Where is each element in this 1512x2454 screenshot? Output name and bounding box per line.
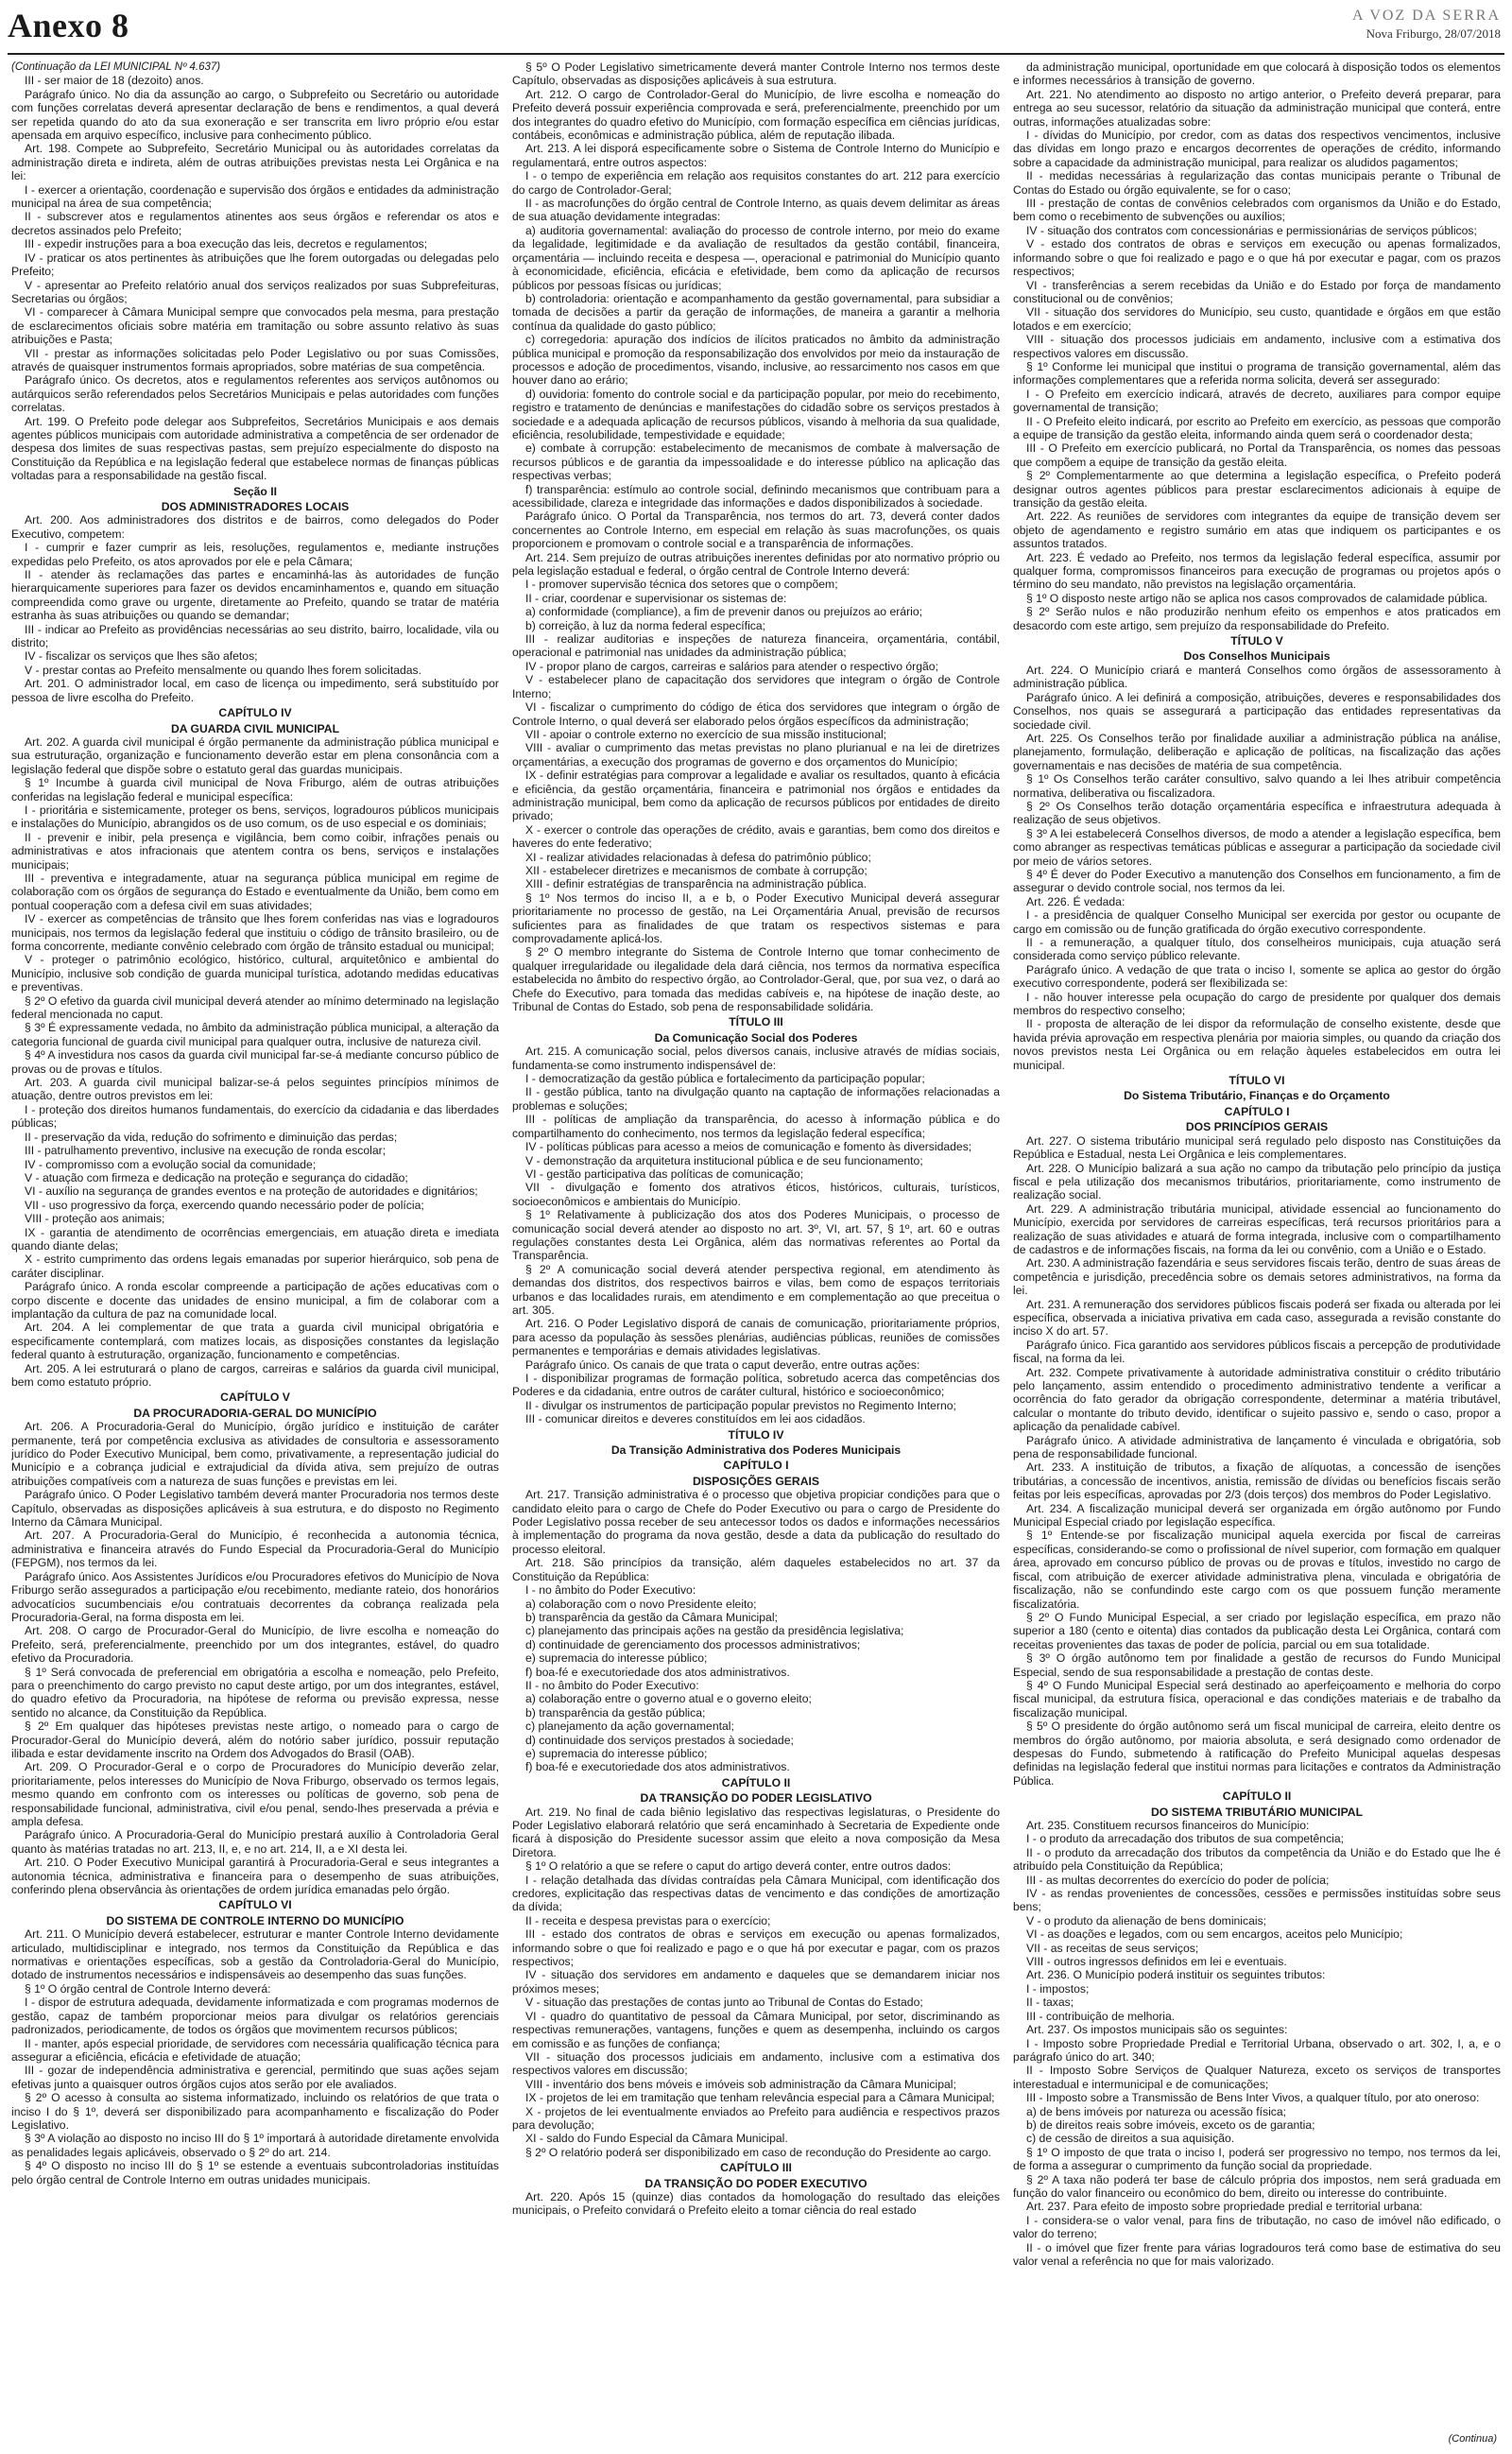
- paragraph: Art. 221. No atendimento ao disposto no artigo anterior, o Prefeito deverá preparar, para entrega ao seu sucessor, relatório da situação da administração municipal que conterá, entre outras, informações atualizadas sobre:: [1013, 87, 1501, 129]
- section-heading: CAPÍTULO II: [1222, 1789, 1292, 1804]
- paragraph: Art. 209. O Procurador-Geral e o corpo de Procuradores do Município deverão zelar, prioritariamente, pelos interesses do Município de Nova Friburgo, observado os termos legais, mesmo quando em confronto com os interesses ou políticas de governo, sob pena de responsabilidade funcional, administrativa, civil e/ou penal, sendo-lhes preservada a prévia e ampla defesa.: [11, 1760, 499, 1828]
- section-heading: Seção II: [232, 484, 278, 498]
- paragraph: § 4º O disposto no inciso III do § 1º se estende a eventuais subcontroladorias instituídas pelo órgão central de Controle Interno em outras unidades municipais.: [11, 2159, 499, 2186]
- paragraph: VI - gestão participativa das políticas de comunicação;: [525, 1167, 804, 1181]
- section-heading: Do Sistema Tributário, Finanças e do Orçamento: [1124, 1089, 1390, 1103]
- paragraph: § 1º O relatório a que se refere o caput do artigo deverá conter, entre outros dados:: [525, 1859, 952, 1874]
- paragraph: b) transparência da gestão da Câmara Municipal;: [525, 1610, 778, 1624]
- paragraph: c) planejamento da ação governamental;: [525, 1720, 734, 1734]
- paragraph: § 3º A violação ao disposto no inciso III do § 1º importará à autoridade diretamente envolvida as penalidades legais aplicáveis, observado o § 2º do art. 214.: [11, 2132, 499, 2159]
- section-heading: Da Transição Administrativa dos Poderes Municipais: [610, 1443, 902, 1458]
- paragraph: Art. 205. A lei estruturará o plano de cargos, carreiras e salários da guarda civil municipal, bem como estatuto próprio.: [11, 1361, 499, 1389]
- paragraph: Art. 212. O cargo de Controlador-Geral do Município, de livre escolha e nomeação do Prefeito deverá possuir experiência comprovada e será, preferencialmente, preenchido por um dos integrantes do quadro efetivo do Município, com formação específica em ciências jurídicas, contábeis, econômicas e administração pública, além de reputação ilibada.: [512, 87, 1000, 143]
- paragraph: II - o produto da arrecadação dos tributos da competência da União e do Estado que lhe é atribuído pela Constituição da República;: [1013, 1845, 1501, 1874]
- paragraph: XI - realizar atividades relacionadas à defesa do patrimônio público;: [525, 850, 871, 864]
- section-heading: CAPÍTULO V: [220, 1391, 290, 1405]
- paragraph: I - Imposto sobre Propriedade Predial e Territorial Urbana, observado o art. 302, I, a, e o parágrafo único do art. 340;: [1013, 2036, 1501, 2064]
- paragraph: Art. 224. O Município criará e manterá Conselhos como órgãos de assessoramento à administração pública.: [1013, 663, 1501, 691]
- paragraph: VI - quadro do quantitativo de pessoal da Câmara Municipal, por setor, discriminando as respectivas remunerações, vantagens, funções e quem as desempenha, incluindo os cargos em comissão e as funções de confiança;: [512, 2009, 1000, 2050]
- page-header: [0, 0, 1512, 55]
- section-heading: CAPÍTULO II: [721, 1775, 791, 1789]
- paragraph: VI - fiscalizar o cumprimento do código de ética dos servidores que integram o órgão de Controle Interno, o qual deverá ser elaborado pelos órgãos específicos da administração;: [512, 700, 1000, 728]
- paragraph: c) planejamento das principais ações na gestão da presidência legislativa;: [525, 1624, 904, 1638]
- paragraph: VII - apoiar o controle externo no exercício de sua missão institucional;: [525, 727, 887, 741]
- paragraph: II - proposta de alteração de lei dispor da reformulação de conselho existente, desde que havida prévia aprovação em respectiva plenária por maioria simples, ou quando da criação dos novos previstos nesta Lei Orgânica ou em relação àqueles estabelecidos em outra lei municipal.: [1013, 1017, 1501, 1072]
- paragraph: I - exercer a orientação, coordenação e supervisão dos órgãos e entidades da administração municipal na área de sua competência;: [11, 182, 499, 211]
- paragraph: Art. 202. A guarda civil municipal é órgão permanente da administração pública municipal e sua estruturação, organização e funcionamento deverão estar em plena consonância com a legislação federal que dispõe sobre o estatuto geral das guardas municipais.: [11, 734, 499, 776]
- paragraph: II - divulgar os instrumentos de participação popular previstos no Regimento Interno;: [525, 1398, 956, 1412]
- paragraph: XIII - definir estratégias de transparência na administração pública.: [525, 877, 868, 891]
- paragraph: Art. 219. No final de cada biênio legislativo das respectivas legislaturas, o Presidente do Poder Legislativo elaborará relatório que será encaminhado à Secretaria de Expediente onde ficará à disposição do Presidente sucessor assim que eleito a nova composição da Mesa Diretora.: [512, 1805, 1000, 1859]
- paragraph: VI - as doações e legados, com ou sem encargos, aceitos pelo Município;: [1026, 1927, 1403, 1942]
- paragraph: Art. 231. A remuneração dos servidores públicos fiscais poderá ser fixada ou alterada por lei específica, observada a iniciativa privativa em cada caso, assegurada a revisão constante do inciso X do art. 57.: [1013, 1297, 1501, 1339]
- paragraph: III - Imposto sobre a Transmissão de Bens Inter Vivos, a qualquer título, por ato oneroso:: [1026, 2091, 1480, 2105]
- paragraph: I - O Prefeito em exercício indicará, através de decreto, auxiliares para compor equipe governamental de transição;: [1013, 387, 1501, 415]
- section-heading: Dos Conselhos Municipais: [1183, 649, 1331, 664]
- paragraph: a) colaboração com o novo Presidente eleito;: [525, 1597, 757, 1611]
- paragraph: II - Imposto Sobre Serviços de Qualquer Natureza, exceto os serviços de transportes interestadual e intermunicipal e de comunicações;: [1013, 2064, 1501, 2091]
- paragraph: § 1º Entende-se por fiscalização municipal aquela exercida por fiscal de carreiras específicas, considerando-se como o profissional de nível superior, com formação em qualquer área, aprovado em concurso público de provas ou de provas e títulos, investido no cargo de fiscal, com atribuição de exercer atividade administrativa plena, vinculada e obrigatória de fiscalização, não se confundindo este cargo com os que possuem função meramente fiscalizatória.: [1013, 1529, 1501, 1611]
- section-heading: DA GUARDA CIVIL MUNICIPAL: [170, 721, 340, 735]
- paragraph: II - subscrever atos e regulamentos atinentes aos seus órgãos e referendar os atos e decretos assinados pelo Prefeito;: [11, 210, 499, 237]
- paragraph: II - receita e despesa previstas para o exercício;: [525, 1913, 771, 1927]
- paragraph: II - O Prefeito eleito indicará, por escrito ao Prefeito em exercício, as pessoas que comporão a equipe de transição da gestão eleita, informando ainda quem será o coordenador desta;: [1013, 414, 1501, 441]
- paragraph: II - o imóvel que fizer frente para várias logradouros terá como base de estimativa do seu valor venal a referência no que for mais valorizado.: [1013, 2240, 1501, 2268]
- paragraph: § 2º A taxa não poderá ter base de cálculo própria dos impostos, nem será graduada em função do valor financeiro ou econômico do bem, direito ou interesse do contribuinte.: [1013, 2172, 1501, 2200]
- paragraph: Art. 216. O Poder Legislativo disporá de canais de comunicação, prioritariamente próprios, para acesso da população às sessões plenárias, audiências públicas, reuniões de comissões permanentes e temporárias e demais atividades legislativas.: [512, 1317, 1000, 1358]
- paragraph: II - criar, coordenar e supervisionar os sistemas de:: [525, 591, 787, 605]
- paragraph: VII - as receitas de seus serviços;: [1026, 1941, 1199, 1955]
- paragraph: I - dispor de estrutura adequada, devidamente informatizada e com programas modernos de gestão, capaz de também proporcionar meios para divulgar os relatórios gerenciais padronizados, periodicamente, de todos os órgãos que movimentem recursos públicos;: [11, 1996, 499, 2037]
- paragraph: VIII - inventário dos bens móveis e imóveis sob administração da Câmara Municipal;: [525, 2077, 956, 2091]
- paragraph: IX - projetos de lei em tramitação que tenham relevância especial para a Câmara Municipal;: [525, 2091, 995, 2105]
- paragraph: I - o produto da arrecadação dos tributos de sua competência;: [1026, 1832, 1345, 1846]
- paragraph: Art. 220. Após 15 (quinze) dias contados da homologação do resultado das eleições municipais, o Prefeito convidará o Prefeito eleito a tomar ciência do real estado: [512, 2189, 1000, 2218]
- paragraph: da administração municipal, oportunidade em que colocará à disposição todos os elementos e informes necessários à transição de governo.: [1013, 60, 1501, 88]
- paragraph: I - considera-se o valor venal, para fins de tributação, no caso de imóvel não edificado, o valor do terreno;: [1013, 2213, 1501, 2241]
- paragraph: Art. 198. Compete ao Subprefeito, Secretário Municipal ou às autoridades correlatas da administração direta e indireta, além de outras atribuições previstas nesta Lei Orgânica e na lei:: [11, 142, 499, 183]
- paragraph: § 5º O presidente do órgão autônomo será um fiscal municipal de carreira, eleito dentre os membros do órgão autônomo, por maioria absoluta, e será designado como ordenador de despesas do Fundo, submetendo à ratificação do Prefeito Municipal aquelas despesas definidas na legislação federal que institui normas para licitações e contratos da Administração Pública.: [1013, 1720, 1501, 1788]
- paragraph: Art. 222. As reuniões de servidores com integrantes da equipe de transição devem ser objeto de agendamento e registro sumário em atas que indiquem os participantes e os assuntos tratados.: [1013, 510, 1501, 551]
- paragraph: Parágrafo único. Os decretos, atos e regulamentos referentes aos serviços autônomos ou autárquicos serão referendados pelos Secretários Municipais e pelas autoridades com funções correlatas.: [11, 373, 499, 415]
- paragraph: IX - garantia de atendimento de ocorrências emergenciais, em atuação direta e imediata quando diante delas;: [11, 1225, 499, 1253]
- paragraph: b) de direitos reais sobre imóveis, exceto os de garantia;: [1026, 2117, 1315, 2132]
- paragraph: III - estado dos contratos de obras e serviços em execução ou apenas formalizados, informando sobre o que foi realizado e pago e o que há por executar e pagar, com os prazos respectivos;: [512, 1927, 1000, 1969]
- paragraph: IV - políticas públicas para acesso a meios de comunicação e fomento às diversidades;: [525, 1140, 972, 1154]
- publication-name: A VOZ DA SERRA: [1351, 8, 1501, 24]
- paragraph: VII - situação dos processos judiciais em andamento, inclusive com a estimativa dos respectivos valores em discussão;: [512, 2049, 1000, 2078]
- publication-date: Nova Friburgo, 28/07/2018: [1366, 26, 1501, 41]
- paragraph: X - projetos de lei eventualmente enviados ao Prefeito para audiência e respectivos prazos para devolução;: [512, 2104, 1000, 2132]
- section-heading: TÍTULO IV: [728, 1427, 784, 1442]
- paragraph: § 1º Nos termos do inciso II, a e b, o Poder Executivo Municipal deverá assegurar prioritariamente no processo de gestão, na Lei Orçamentária Anual, previsão de recursos suficientes para as finalidades de que tratam os respectivos sistemas e para comprovadamente aplicá-los.: [512, 890, 1000, 945]
- paragraph: I - impostos;: [1026, 1981, 1090, 1996]
- paragraph: IV - fiscalizar os serviços que lhes são afetos;: [25, 649, 258, 664]
- paragraph: III - realizar auditorias e inspeções de natureza financeira, orçamentária, contábil, operacional e patrimonial nas unidades da administração pública;: [512, 632, 1000, 660]
- paragraph: I - promover supervisão técnica dos setores que o compõem;: [525, 578, 838, 592]
- paragraph: III - indicar ao Prefeito as providências necessárias ao seu distrito, bairro, localidade, vila ou distrito;: [11, 622, 499, 650]
- paragraph: I - no âmbito do Poder Executivo:: [525, 1583, 696, 1598]
- paragraph: III - preventiva e integradamente, atuar na segurança pública municipal em regime de colaboração com os órgãos de segurança do Estado e eventualmente da União, bem como em pontual cooperação com a defesa civil em suas atividades;: [11, 871, 499, 912]
- paragraph: Art. 223. É vedado ao Prefeito, nos termos da legislação federal específica, assumir por qualquer forma, compromissos financeiros para execução de programas ou projetos após o término do seu mandato, não previstos na legislação orçamentária.: [1013, 550, 1501, 592]
- paragraph: Art. 232. Compete privativamente à autoridade administrativa constituir o crédito tributário pelo lançamento, assim entendido o procedimento administrativo tendente a verificar a ocorrência do fato gerador da obrigação correspondente, determinar a matéria tributável, calcular o montante do tributo devido, identificar o sujeito passivo e, sendo o caso, propor a aplicação da penalidade cabível.: [1013, 1365, 1501, 1434]
- paragraph: d) continuidade de gerenciamento dos processos administrativos;: [525, 1637, 861, 1651]
- paragraph: § 1º Relativamente à publicização dos atos dos Poderes Municipais, o processo de comunicação social deverá atender ao disposto no art. 3º, VI, art. 57, § 1º, art. 60 e outras regulações constantes desta Lei Orgânica, além das normativas referentes ao Portal da Transparência.: [512, 1208, 1000, 1263]
- section-heading: CAPÍTULO I: [1224, 1104, 1290, 1118]
- paragraph: c) de cessão de direitos a sua aquisição.: [1026, 2132, 1235, 2146]
- paragraph: X - exercer o controle das operações de crédito, avais e garantias, bem como dos direitos e haveres do ente federativo;: [512, 822, 1000, 851]
- paragraph: § 1º O disposto neste artigo não se aplica nos casos comprovados de calamidade pública.: [1026, 591, 1488, 605]
- paragraph: § 1º Conforme lei municipal que institui o programa de transição governamental, além das informações complementares que a referida norma solicita, deverá ser assegurado:: [1013, 359, 1501, 388]
- paragraph: VII - divulgação e fomento dos atrativos éticos, históricos, culturais, turísticos, socioeconômicos e ambientais do Município.: [512, 1181, 1000, 1208]
- paragraph: § 4º É dever do Poder Executivo a manutenção dos Conselhos em funcionamento, a fim de assegurar o devido controle social, nos termos da lei.: [1013, 867, 1501, 895]
- paragraph: § 3º O órgão autônomo tem por finalidade a gestão de recursos do Fundo Municipal Especial, sendo de sua responsabilidade a prestação de contas deste.: [1013, 1651, 1501, 1679]
- paragraph: § 2º Serão nulos e não produzirão nenhum efeito os empenhos e atos praticados em desacordo com este artigo, sem prejuízo da responsabilidade do Prefeito.: [1013, 605, 1501, 632]
- paragraph: § 1º Será convocada de preferencial em obrigatória a escolha e nomeação, pelo Prefeito, para o preenchimento do cargo previsto no caput deste artigo, por um dos integrantes, estável, do quadro efetivo da Procuradoria, na hipótese de reforma ou previsão expressa, nesse sentido no alcance, da Constituição da República.: [11, 1665, 499, 1720]
- paragraph: I - não houver interesse pela ocupação do cargo de presidente por qualquer dos demais membros do respectivo conselho;: [1013, 990, 1501, 1018]
- paragraph: VII - situação dos servidores do Município, seu custo, quantidade e órgãos em que estão lotados e em exercício;: [1013, 305, 1501, 333]
- paragraph: Art. 201. O administrador local, em caso de licença ou impedimento, será substituído por pessoa de livre escolha do Prefeito.: [11, 677, 499, 704]
- paragraph: Art. 233. A instituição de tributos, a fixação de alíquotas, a concessão de isenções tributárias, a concessão de incentivos, anistia, remissão de dívidas ou benefícios fiscais serão feitas por leis específicas, aprovadas por 2/3 (dois terços) dos membros do Poder Legislativo.: [1013, 1460, 1501, 1502]
- paragraph: b) controladoria: orientação e acompanhamento da gestão governamental, para subsidiar a tomada de decisões a partir da geração de informações, de maneira a garantir a melhoria contínua da qualidade do gasto público;: [512, 291, 1000, 333]
- paragraph: Art. 230. A administração fazendária e seus servidores fiscais terão, dentro de suas áreas de competência e jurisdição, precedência sobre os demais setores administrativos, na forma da lei.: [1013, 1256, 1501, 1298]
- paragraph: Art. 203. A guarda civil municipal balizar-se-á pelos seguintes princípios mínimos de atuação, dentre outros previstos em lei:: [11, 1076, 499, 1103]
- paragraph: II - taxas;: [1026, 1996, 1074, 2010]
- paragraph: § 2º O acesso à consulta ao sistema informatizado, incluindo os relatórios de que trata o inciso I do § 1º, deverá ser disponibilizado para acompanhamento e fiscalização do Poder Legislativo.: [11, 2091, 499, 2132]
- paragraph: a) colaboração entre o governo atual e o governo eleito;: [525, 1692, 812, 1706]
- paragraph: IV - exercer as competências de trânsito que lhes forem conferidas nas vias e logradouros municipais, nos termos da legislação federal que instituiu o código de trânsito brasileiro, ou de forma concorrente, mediante convênio celebrado com órgão de trânsito estadual ou municipal;: [11, 912, 499, 953]
- paragraph: f) boa-fé e executoriedade dos atos administrativos.: [525, 1665, 790, 1679]
- paragraph: Art. 215. A comunicação social, pelos diversos canais, inclusive através de mídias sociais, fundamenta-se como instrumento indispensável de:: [512, 1045, 1000, 1072]
- paragraph: Art. 199. O Prefeito pode delegar aos Subprefeitos, Secretários Municipais e aos demais agentes públicos municipais com autoridade administrativa a competência de ser ordenador de despesa dos limites de suas respectivas pastas, sem prejuízo especialmente do disposto na Constituição da República e na legislação federal que estabelece normas de finanças públicas voltadas para a responsabilidade na gestão fiscal.: [11, 414, 499, 483]
- paragraph: VIII - avaliar o cumprimento das metas previstas no plano plurianual e na lei de diretrizes orçamentárias, a execução dos programas de governo e dos orçamentos do Município;: [512, 741, 1000, 769]
- column-1: [11, 60, 499, 2424]
- paragraph: Parágrafo único. Fica garantido aos servidores públicos fiscais a percepção de produtividade fiscal, na forma da lei.: [1013, 1338, 1501, 1366]
- paragraph: Art. 229. A administração tributária municipal, atividade essencial ao funcionamento do Município, exercida por servidores de carreiras específicas, terá recursos prioritários para a realização de suas atividades e atuará de forma integrada, inclusive com o compartilhamento de cadastros e de informações fiscais, na forma da lei ou convênio, com a União e o Estado.: [1013, 1201, 1501, 1256]
- paragraph: Art. 227. O sistema tributário municipal será regulado pelo disposto nas Constituições da República e Estadual, nesta Lei Orgânica e leis complementares.: [1013, 1133, 1501, 1162]
- paragraph: VIII - proteção aos animais;: [25, 1212, 165, 1226]
- paragraph: Art. 217. Transição administrativa é o processo que objetiva propiciar condições para que o candidato eleito para o cargo de Chefe do Poder Executivo ou para o cargo de Presidente do Poder Legislativo possa receber de seu antecessor todos os dados e informações necessários à implementação do programa da nova gestão, desde a data da publicação do resultado do processo eleitoral.: [512, 1488, 1000, 1556]
- paragraph: a) auditoria governamental: avaliação do processo de controle interno, por meio do exame da legalidade, legitimidade e da avaliação de resultados da gestão contábil, financeira, orçamentária — incluindo receita e despesa —, operacional e patrimonial do Município quanto à economicidade, eficiência, eficácia e efetividade, bem como da aplicação de recursos públicos por pessoas físicas ou jurídicas;: [512, 223, 1000, 292]
- paragraph: § 1º Incumbe à guarda civil municipal de Nova Friburgo, além de outras atribuições conferidas na legislação federal e municipal específica:: [11, 776, 499, 804]
- paragraph: VIII - outros ingressos definidos em lei e eventuais.: [1026, 1955, 1287, 1969]
- paragraph: V - estabelecer plano de capacitação dos servidores que integram o órgão de Controle Interno;: [512, 673, 1000, 700]
- paragraph: Art. 237. Para efeito de imposto sobre propriedade predial e territorial urbana:: [1026, 2200, 1423, 2214]
- paragraph: Parágrafo único. A atividade administrativa de lançamento é vinculada e obrigatória, sob pena de responsabilidade funcional.: [1013, 1433, 1501, 1461]
- paragraph: I - relação detalhada das dívidas contraídas pela Câmara Municipal, com identificação dos credores, explicitação das respectivas datas de vencimento e das condições de amortização da dívida;: [512, 1873, 1000, 1914]
- paragraph: III - patrulhamento preventivo, inclusive na execução de ronda escolar;: [25, 1144, 387, 1158]
- section-heading: CAPÍTULO IV: [218, 706, 292, 720]
- paragraph: VI - auxílio na segurança de grandes eventos e na proteção de autoridades e dignitários;: [25, 1184, 478, 1199]
- section-heading: DISPOSIÇÕES GERAIS: [692, 1474, 820, 1488]
- paragraph: d) continuidade dos serviços prestados à sociedade;: [525, 1733, 794, 1747]
- paragraph: V - situação das prestações de contas junto ao Tribunal de Contas do Estado;: [525, 1996, 923, 2010]
- paragraph: IV - propor plano de cargos, carreiras e salários para atender o respectivo órgão;: [525, 659, 938, 673]
- paragraph: Parágrafo único. O Portal da Transparência, nos termos do art. 73, deverá conter dados concernentes ao Controle Interno, em especial em relação às suas macrofunções, os quais proporcionem e promovam o controle social e a transparência de informações.: [512, 510, 1000, 551]
- paragraph: VI - transferências a serem recebidas da União e do Estado por força de mandamento constitucional ou de convênios;: [1013, 278, 1501, 305]
- section-heading: DA TRANSIÇÃO DO PODER EXECUTIVO: [644, 2176, 868, 2190]
- paragraph: II - medidas necessárias à regularização das contas municipais perante o Tribunal de Contas do Estado ou órgão equivalente, se for o caso;: [1013, 169, 1501, 197]
- paragraph: a) conformidade (compliance), a fim de prevenir danos ou prejuízos ao erário;: [525, 605, 923, 619]
- paragraph: § 2º Em qualquer das hipóteses previstas neste artigo, o nomeado para o cargo de Procurador-Geral do Município deverá, além do notório saber jurídico, possuir reputação ilibada e estar devidamente inscrito na Ordem dos Advogados do Brasil (OAB).: [11, 1720, 499, 1760]
- section-heading: DO SISTEMA DE CONTROLE INTERNO DO MUNICÍPIO: [106, 1913, 404, 1927]
- section-heading: DOS ADMINISTRADORES LOCAIS: [161, 500, 350, 513]
- section-heading: CAPÍTULO VI: [218, 1898, 292, 1912]
- paragraph: Art. 218. São princípios da transição, além daqueles estabelecidos no art. 37 da Constituição da República:: [512, 1556, 1000, 1583]
- paragraph: Art. 237. Os impostos municipais são os seguintes:: [1026, 2023, 1288, 2037]
- paragraph: V - o produto da alienação de bens dominicais;: [1026, 1913, 1267, 1927]
- continued-note: (Continua): [1448, 2433, 1497, 2445]
- paragraph: I - prioritária e sistemicamente, proteger os bens, serviços, logradouros públicos municipais e instalações do Município, abrangidos os de uso comum, os de uso especial e os dominiais;: [11, 803, 499, 831]
- section-heading: DA PROCURADORIA-GERAL DO MUNICÍPIO: [133, 1406, 377, 1420]
- paragraph: V - atuação com firmeza e dedicação na proteção e segurança do cidadão;: [25, 1170, 408, 1184]
- paragraph: e) supremacia do interesse público;: [525, 1746, 708, 1760]
- column-2: [512, 60, 1000, 2424]
- paragraph: Art. 235. Constituem recursos financeiros do Município:: [1026, 1819, 1310, 1832]
- section-heading: DOS PRINCÍPIOS GERAIS: [1185, 1120, 1329, 1134]
- paragraph: V - apresentar ao Prefeito relatório anual dos serviços realizados por suas Subprefeituras, Secretarias ou órgãos;: [11, 278, 499, 305]
- paragraph: § 1º O órgão central de Controle Interno deverá:: [25, 1981, 271, 1996]
- paragraph: Art. 211. O Município deverá estabelecer, estruturar e manter Controle Interno devidamente articulado, multidisciplinar e integrado, nos termos da Constituição da República e das normativas e orientações específicas, sob a gestão da Controladoria-Geral do Município, dotado de instrumentos necessários e indispensáveis ao desempenho das suas funções.: [11, 1927, 499, 1982]
- paragraph: II - manter, após especial prioridade, de servidores com necessária qualificação técnica para assegurar a eficiência, eficácia e efetividade de atuação;: [11, 2036, 499, 2064]
- paragraph: IX - definir estratégias para comprovar a legalidade e avaliar os resultados, quanto à eficácia e eficiência, da gestão orçamentária, financeira e patrimonial nos órgãos e entidades da administração municipal, bem como da aplicação de recursos públicos por entidades de direito privado;: [512, 769, 1000, 823]
- paragraph: VII - uso progressivo da força, exercendo quando necessário poder de polícia;: [25, 1198, 424, 1212]
- paragraph: Parágrafo único. No dia da assunção ao cargo, o Subprefeito ou Secretário ou autoridade com funções correlatas deverá apresentar declaração de bens e rendimentos, a qual deverá ser repetida quando do ato da sua exoneração e ser transcrita em livro próprio e/ou estar apensada em arquivo específico, inclusive para conhecimento público.: [11, 87, 499, 143]
- paragraph: I - proteção dos direitos humanos fundamentais, do exercício da cidadania e das liberdades públicas;: [11, 1102, 499, 1131]
- paragraph: c) corregedoria: apuração dos indícios de ilícitos praticados no âmbito da administração pública municipal e promoção da responsabilização dos envolvidos por meio da instauração de processos e adoção de procedimentos, visando, inclusive, ao ressarcimento nos casos em que houver dano ao erário;: [512, 333, 1000, 388]
- paragraph: § 3º É expressamente vedada, no âmbito da administração pública municipal, a alteração da categoria funcional de guarda civil municipal para qualquer outra, inclusive de natureza civil.: [11, 1021, 499, 1048]
- paragraph: § 4º A investidura nos casos da guarda civil municipal far-se-á mediante concurso público de provas ou de provas e títulos.: [11, 1048, 499, 1076]
- section-heading: CAPÍTULO I: [723, 1459, 789, 1473]
- paragraph: Parágrafo único. Os canais de que trata o caput deverão, entre outras ações:: [525, 1357, 920, 1372]
- paragraph: § 4º O Fundo Municipal Especial será destinado ao aperfeiçoamento e melhoria do corpo fiscal municipal, da estrutura física, operacional e das condições materiais e de trabalho da fiscalização municipal.: [1013, 1678, 1501, 1720]
- paragraph: I - o tempo de experiência em relação aos requisitos constantes do art. 212 para exercício do cargo de Controlador-Geral;: [512, 169, 1000, 197]
- paragraph: I - dívidas do Município, por credor, com as datas dos respectivos vencimentos, inclusive das dívidas em longo prazo e encargos decorrentes de operações de crédito, informando sobre a capacidade da administração municipal, para realizar os aludidos pagamentos;: [1013, 129, 1501, 169]
- paragraph: II - no âmbito do Poder Executivo:: [525, 1678, 699, 1692]
- paragraph: IV - as rendas provenientes de concessões, cessões e permissões instituídas sobre seus bens;: [1013, 1887, 1501, 1914]
- paragraph: III - contribuição de melhoria.: [1026, 2009, 1176, 2023]
- paragraph: Art. 213. A lei disporá especificamente sobre o Sistema de Controle Interno do Município e regulamentará, entre outros aspectos:: [512, 142, 1000, 169]
- publication-info: [1352, 8, 1501, 42]
- paragraph: § 2º Os Conselhos terão dotação orçamentária específica e infraestrutura adequada à realização de seus objetivos.: [1013, 799, 1501, 827]
- paragraph: XII - estabelecer diretrizes e mecanismos de combate à corrupção;: [525, 863, 868, 877]
- header-rule: [8, 53, 1504, 55]
- paragraph: § 5º O Poder Legislativo simetricamente deverá manter Controle Interno nos termos deste Capítulo, observadas as disposições aplicáveis à sua estrutura.: [512, 60, 1000, 88]
- paragraph: II - a remuneração, a qualquer título, dos conselheiros municipais, cuja atuação será considerada como serviço público relevante.: [1013, 936, 1501, 963]
- paragraph: V - proteger o patrimônio ecológico, histórico, cultural, arquitetônico e ambiental do Município, inclusive sob condição de guarda municipal turística, adotando medidas educativas e preventivas.: [11, 953, 499, 994]
- paragraph: § 2º O efetivo da guarda civil municipal deverá atender ao mínimo determinado na legislação federal mencionada no caput.: [11, 994, 499, 1022]
- paragraph: Art. 234. A fiscalização municipal deverá ser organizada em órgão autônomo por Fundo Municipal Especial criado por legislação específica.: [1013, 1501, 1501, 1529]
- paragraph: XI - saldo do Fundo Especial da Câmara Municipal.: [525, 2132, 788, 2146]
- paragraph: III - as multas decorrentes do exercício do poder de polícia;: [1026, 1873, 1330, 1887]
- paragraph: I - disponibilizar programas de formação política, sobretudo acerca das competências dos Poderes e da cidadania, entre outros de caráter cultural, histórico e socioeconômico;: [512, 1372, 1000, 1399]
- paragraph: IV - compromisso com a evolução social da comunidade;: [25, 1157, 317, 1171]
- paragraph: V - estado dos contratos de obras e serviços em execução ou apenas formalizados, informando sobre o que foi realizado e pago e o que há por executar e pagar, com os prazos respectivos;: [1013, 237, 1501, 279]
- paragraph: e) combate à corrupção: estabelecimento de mecanismos de combate à malversação de recursos públicos e de garantia da impessoalidade e do interesse público na aplicação das respectivas verbas;: [512, 441, 1000, 483]
- paragraph: III - gozar de independência administrativa e gerencial, permitindo que suas ações sejam efetivas junto a quaisquer outros órgãos cujos atos serão por ele avaliados.: [11, 2064, 499, 2091]
- paragraph: Art. 200. Aos administradores dos distritos e de bairros, como delegados do Poder Executivo, competem:: [11, 513, 499, 541]
- paragraph: Art. 214. Sem prejuízo de outras atribuições inerentes definidas por ato normativo próprio ou pela legislação estadual e federal, o órgão central de Controle Interno deverá:: [512, 550, 1000, 579]
- paragraph: b) correição, à luz da norma federal específica;: [525, 618, 766, 632]
- paragraph: Art. 208. O cargo de Procurador-Geral do Município, de livre escolha e nomeação do Prefeito, será, preferencialmente, preenchido por um dos integrantes, estável, do quadro efetivo da Procuradoria.: [11, 1624, 499, 1666]
- paragraph: § 2º Complementarmente ao que determina a legislação específica, o Prefeito poderá designar outros agentes públicos para prestar esclarecimentos adicionais à equipe de transição da gestão eleita.: [1013, 469, 1501, 510]
- paragraph: Parágrafo único. A Procuradoria-Geral do Município prestará auxílio à Controladoria Geral quanto às matérias tratadas no art. 213, II, e, e no art. 214, II, a e XI desta lei.: [11, 1828, 499, 1856]
- paragraph: III - O Prefeito em exercício publicará, no Portal da Transparência, os nomes das pessoas que compõem a equipe de transição da gestão eleita.: [1013, 441, 1501, 469]
- paragraph: Parágrafo único. A ronda escolar compreende a participação de ações educativas com o corpo discente e docente das unidades de ensino municipal, a fim de colaborar com a implantação da cultura de paz na comunidade local.: [11, 1280, 499, 1321]
- column-3: [1013, 60, 1501, 2424]
- paragraph: d) ouvidoria: fomento do controle social e da participação popular, por meio do recebimento, registro e tratamento de denúncias e manifestações do cidadão sobre os serviços prestados à sociedade e a adequada aplicação de recursos públicos, visando à melhoria da sua qualidade, eficiência, resolubilidade, tempestividade e equidade;: [512, 387, 1000, 441]
- paragraph: § 2º O Fundo Municipal Especial, a ser criado por legislação específica, em prazo não superior a 180 (cento e oitenta) dias contados da publicação desta Lei Orgânica, contará com receitas provenientes das taxas de poder de polícia, parcial ou em sua totalidade.: [1013, 1610, 1501, 1651]
- paragraph: Art. 207. A Procuradoria-Geral do Município, é reconhecida a autonomia técnica, administrativa e financeira através do Fundo Especial da Procuradoria-Geral do Município (FEPGM), nos termos da lei.: [11, 1529, 499, 1570]
- paragraph: X - estrito cumprimento das ordens legais emanadas por superior hierárquico, sob pena de caráter disciplinar.: [11, 1253, 499, 1280]
- paragraph: Parágrafo único. Aos Assistentes Jurídicos e/ou Procuradores efetivos do Município de Nova Friburgo serão assegurados a participação e/ou recebimento, mediante rateio, dos honorários advocatícios sucumbenciais e/ou contratuais decorrentes da cobrança realizada pela Procuradoria-Geral, na forma disposta em lei.: [11, 1569, 499, 1624]
- paragraph: Art. 204. A lei complementar de que trata a guarda civil municipal obrigatória e especificamente contemplará, com matizes locais, as disposições constantes da legislação federal quanto à estruturação, organização, funcionamento e competências.: [11, 1321, 499, 1362]
- paragraph: I - a presidência de qualquer Conselho Municipal ser exercida por gestor ou ocupante de cargo em comissão ou de função gratificada do órgão executivo correspondente.: [1013, 908, 1501, 936]
- paragraph: I - cumprir e fazer cumprir as leis, resoluções, regulamentos e, mediante instruções expedidas pelo Prefeito, os atos aprovados por ele e pela Câmara;: [11, 541, 499, 568]
- section-heading: TÍTULO VI: [1228, 1074, 1285, 1088]
- paragraph: Art. 206. A Procuradoria-Geral do Município, órgão jurídico e instituição de caráter permanente, terá por competência exclusiva as atividades de consultoria e assessoramento jurídico do Poder Executivo Municipal, bem como, privativamente, a representação judicial do Município e a cobrança judicial e extrajudicial da dívida ativa, sem prejuízo de outras atribuições compatíveis com a natureza de suas funções e previstas em lei.: [11, 1420, 499, 1488]
- paragraph: f) boa-fé e executoriedade dos atos administrativos.: [525, 1760, 790, 1774]
- paragraph: IV - situação dos servidores em andamento e daqueles que se demandarem iniciar nos próximos meses;: [512, 1968, 1000, 1996]
- section-heading: TÍTULO III: [729, 1015, 783, 1029]
- paragraph: Parágrafo único. A vedação de que trata o inciso I, somente se aplica ao gestor do órgão executivo correspondente, poderá ser flexibilizada se:: [1013, 962, 1501, 991]
- paragraph: III - ser maior de 18 (dezoito) anos.: [25, 74, 204, 88]
- paragraph: III - expedir instruções para a boa execução das leis, decretos e regulamentos;: [25, 237, 428, 251]
- paragraph: III - prestação de contas de convênios celebrados com organismos da União e do Estado, bem como o recebimento de subvenções ou auxílios;: [1013, 197, 1501, 224]
- paragraph: I - democratização da gestão pública e fortalecimento da participação popular;: [525, 1072, 925, 1086]
- section-heading: DA TRANSIÇÃO DO PODER LEGISLATIVO: [640, 1791, 872, 1806]
- article-columns: [11, 60, 1501, 2424]
- paragraph: Art. 210. O Poder Executivo Municipal garantirá à Procuradoria-Geral e seus integrantes a autonomia técnica, administrativa e financeira para o desempenho de suas atribuições, conferindo plena observância às orientações de ordem jurídica emanadas pelo órgão.: [11, 1856, 499, 1897]
- paragraph: e) supremacia do interesse público;: [525, 1651, 708, 1666]
- paragraph: Art. 236. O Município poderá instituir os seguintes tributos:: [1026, 1968, 1326, 1982]
- paragraph: IV - situação dos contratos com concessionárias e permissionárias de serviços públicos;: [1026, 223, 1477, 237]
- paragraph: III - políticas de ampliação da transparência, do acesso à informação pública e do compartilhamento do conhecimento, nos termos da legislação federal específica;: [512, 1113, 1000, 1140]
- paragraph: f) transparência: estímulo ao controle social, definindo mecanismos que contribuam para a acessibilidade, clareza e integridade das informações e dados disponibilizados à sociedade.: [512, 482, 1000, 510]
- annex-title: Anexo 8: [8, 7, 129, 44]
- paragraph: IV - praticar os atos pertinentes às atribuições que lhe forem outorgadas ou delegadas pelo Prefeito;: [11, 251, 499, 279]
- paragraph: b) transparência da gestão pública;: [525, 1705, 706, 1720]
- section-heading: CAPÍTULO III: [720, 2161, 792, 2175]
- paragraph: II - atender às reclamações das partes e encaminhá-las às autoridades de função hierarquicamente superiores para fazer os devidos encaminhamentos e, quando em situação compreendida como grave ou urgente, diretamente ao Prefeito, quando se tratar de matéria estranha às suas atribuições ou quando se demandar;: [11, 568, 499, 623]
- paragraph: Art. 226. É vedada:: [1026, 894, 1125, 908]
- paragraph: V - demonstração da arquitetura institucional pública e de seu funcionamento;: [525, 1153, 923, 1167]
- paragraph: VI - comparecer à Câmara Municipal sempre que convocados pela mesma, para prestação de esclarecimentos oficiais sobre matéria em tramitação ou sobre assunto relativo às suas atribuições e Pasta;: [11, 305, 499, 347]
- paragraph: Art. 225. Os Conselhos terão por finalidade auxiliar a administração pública na análise, planejamento, formulação, deliberação e aplicação de políticas, na fiscalização das ações governamentais e nas decisões de matéria de sua competência.: [1013, 731, 1501, 772]
- paragraph: II - gestão pública, tanto na divulgação quanto na captação de informações relacionadas a problemas e soluções;: [512, 1085, 1000, 1113]
- paragraph: § 1º Os Conselhos terão caráter consultivo, salvo quando a lei lhes atribuir competência normativa, deliberativa ou fiscalizadora.: [1013, 772, 1501, 800]
- paragraph: (Continuação da LEI MUNICIPAL Nº 4.637): [11, 61, 221, 73]
- paragraph: II - preservação da vida, redução do sofrimento e diminuição das perdas;: [25, 1130, 398, 1144]
- section-heading: TÍTULO V: [1230, 634, 1283, 648]
- paragraph: Parágrafo único. O Poder Legislativo também deverá manter Procuradoria nos termos deste Capítulo, observadas as disposições aplicáveis à sua estrutura, e do disposto no Regimento Interno da Câmara Municipal.: [11, 1488, 499, 1529]
- paragraph: VII - prestar as informações solicitadas pelo Poder Legislativo ou por suas Comissões, através de quaisquer instrumentos formais apropriados, sobre matérias de sua competência.: [11, 346, 499, 373]
- paragraph: III - comunicar direitos e deveres constituídos em lei aos cidadãos.: [525, 1412, 866, 1426]
- paragraph: a) de bens imóveis por natureza ou acessão física;: [1026, 2104, 1287, 2118]
- section-heading: Da Comunicação Social dos Poderes: [654, 1030, 858, 1045]
- paragraph: § 1º O imposto de que trata o inciso I, poderá ser progressivo no tempo, nos termos da lei, de forma a assegurar o cumprimento da função social da propriedade.: [1013, 2145, 1501, 2173]
- paragraph: Art. 228. O Município balizará a sua ação no campo da tributação pelo princípio da justiça fiscal e pela utilização dos mecanismos tributários, prioritariamente, como instrumento de realização social.: [1013, 1161, 1501, 1202]
- paragraph: § 3º A lei estabelecerá Conselhos diversos, de modo a atender a legislação específica, bem como abranger as respectivas temáticas públicas e assegurar a participação da sociedade civil por meio de vários setores.: [1013, 826, 1501, 868]
- paragraph: § 2º O membro integrante do Sistema de Controle Interno que tomar conhecimento de qualquer irregularidade ou ilegalidade dela dará ciência, nos termos da normativa específica estabelecida no âmbito do respectivo órgão, ao Controlador-Geral, que, por sua vez, o dará ao Chefe do Executivo, para tomada das medidas cabíveis e, na hipótese de inação deste, ao Tribunal de Contas do Estado, sob pena de responsabilidade solidária.: [512, 945, 1000, 1014]
- section-heading: DO SISTEMA TRIBUTÁRIO MUNICIPAL: [1150, 1805, 1364, 1819]
- paragraph: § 2º A comunicação social deverá atender perspectiva regional, em atendimento às demandas dos distritos, dos respectivos bairros e vilas, bem como de espaços territoriais urbanos e das localidades rurais, em atendimento e em complementação ao que preceitua o art. 305.: [512, 1262, 1000, 1317]
- paragraph: II - as macrofunções do órgão central de Controle Interno, as quais devem delimitar as áreas de sua atuação devidamente integradas:: [512, 197, 1000, 224]
- paragraph: § 2º O relatório poderá ser disponibilizado em caso de recondução do Presidente ao cargo.: [525, 2145, 991, 2159]
- paragraph: II - prevenir e inibir, pela presença e vigilância, bem como coibir, infrações penais ou administrativas e atos infracionais que atentem contra os bens, serviços e instalações municipais;: [11, 830, 499, 872]
- paragraph: VIII - situação dos processos judiciais em andamento, inclusive com a estimativa dos respectivos valores em discussão.: [1013, 333, 1501, 360]
- paragraph: Parágrafo único. A lei definirá a composição, atribuições, deveres e responsabilidades dos Conselhos, nos quais se assegurará a participação das entidades representativas da sociedade civil.: [1013, 690, 1501, 732]
- paragraph: V - prestar contas ao Prefeito mensalmente ou quando lhes forem solicitadas.: [25, 663, 422, 677]
